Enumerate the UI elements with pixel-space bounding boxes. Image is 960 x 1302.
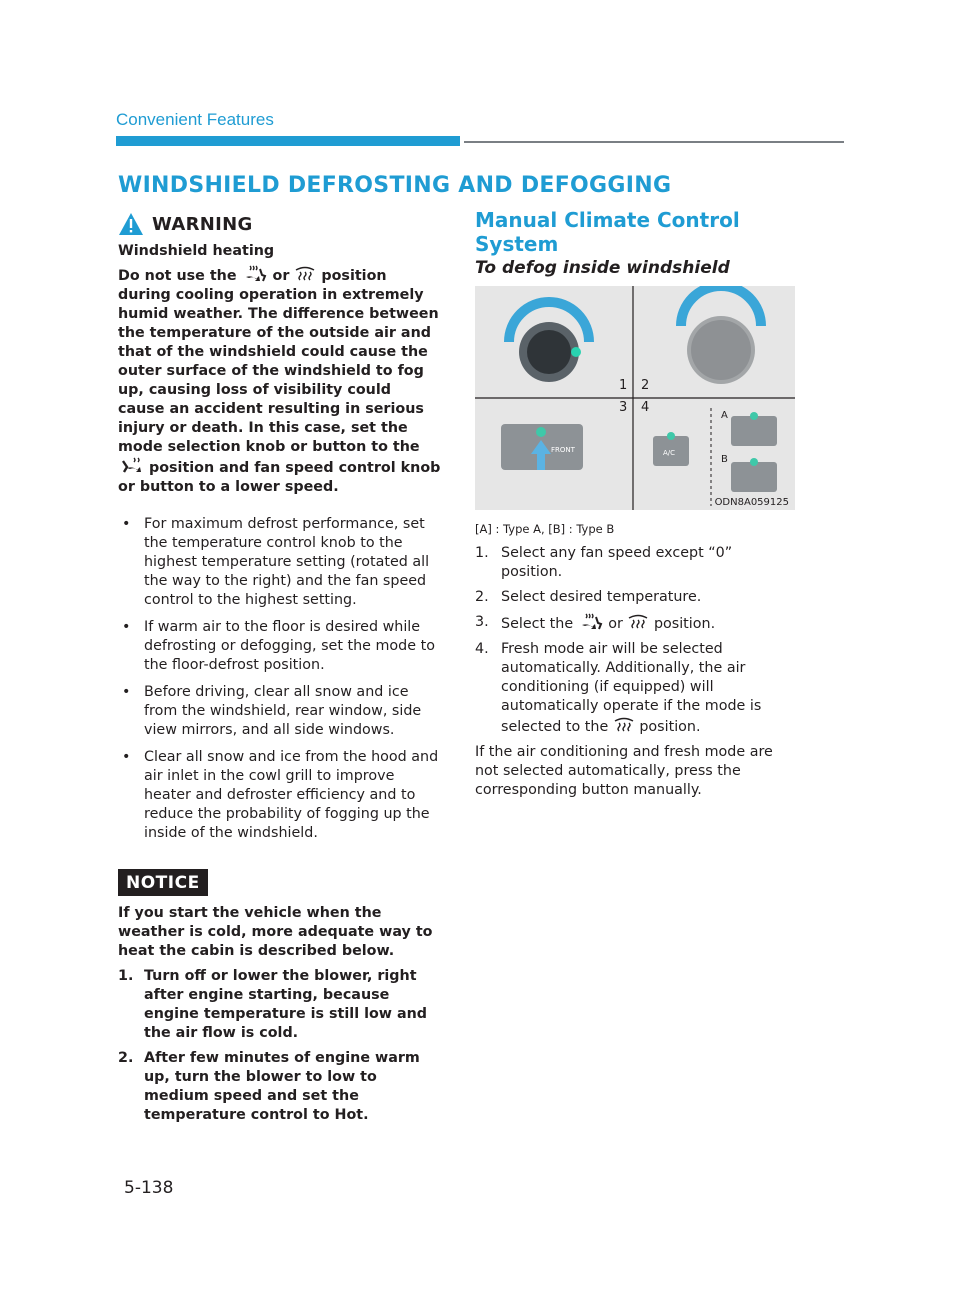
front-button-label: FRONT <box>551 446 575 454</box>
list-item: 2. After few minutes of engine warm up, turn the blower to low to medium speed and set the temperature control to Hot. <box>118 1050 420 1123</box>
notice-intro: If you start the vehicle when the weather is cold, more adequate way to heat the cabin is described below. <box>118 905 433 959</box>
warning-text-a: Do not use the <box>118 268 237 284</box>
right-column <box>475 208 797 800</box>
list-item: • Before driving, clear all snow and ice from the windshield, rear window, side view mirrors, and all side windows. <box>122 684 422 738</box>
figure-label-2: 2 <box>641 378 650 393</box>
procedure-steps <box>475 544 797 737</box>
notice-label: NOTICE <box>118 869 208 896</box>
figure-label-3: 3 <box>619 400 628 415</box>
warning-text-or: or <box>272 268 290 284</box>
defrost-icon <box>613 716 635 734</box>
floor-defrost-icon <box>242 265 268 283</box>
list-item: 2. Select desired temperature. <box>475 589 702 605</box>
warning-subtitle: Windshield heating <box>118 243 275 259</box>
notice-steps <box>118 967 442 1125</box>
warning-header <box>118 212 442 236</box>
tips-list <box>118 515 442 843</box>
defrost-icon <box>294 265 316 283</box>
warning-text-b: position during cooling operation in extremely humid weather. The difference between the temperature of the outside air and that of the windshield could cause the outer surface of the windshield to fog up, causing loss of visibility could cause an accident resulting in serious injury or death. In this case, set the mode selection knob or button to the <box>118 268 439 455</box>
list-item: 1. Turn off or lower the blower, right after engine starting, because engine temperature is still low and the air flow is cold. <box>118 968 428 1041</box>
list-item: • If warm air to the floor is desired while defrosting or defogging, set the mode to the floor-defrost position. <box>122 619 435 673</box>
figure-code: ODN8A059125 <box>714 497 789 508</box>
page-title: WINDSHIELD DEFROSTING AND DEFOGGING <box>118 173 672 198</box>
figure-illustration <box>475 286 795 510</box>
figure-label-a: A <box>721 410 728 421</box>
left-column <box>118 212 442 1131</box>
closing-paragraph: If the air conditioning and fresh mode are not selected automatically, press the corresponding button manually. <box>475 744 773 798</box>
climate-control-figure <box>475 286 795 510</box>
ac-button-label: A/C <box>663 449 676 457</box>
list-item: 1. Select any fan speed except “0” position. <box>475 545 733 580</box>
floor-defrost-icon <box>578 613 604 631</box>
figure-caption: [A] : Type A, [B] : Type B <box>475 522 615 536</box>
page-number: 5-138 <box>124 1178 174 1198</box>
header-rule <box>464 141 844 143</box>
list-item: 4. Fresh mode air will be selected automatically. Additionally, the air conditioning (if equipped) will automatically operate if the mode is selected to the position. <box>475 641 762 735</box>
figure-label-b: B <box>721 454 728 465</box>
warning-triangle-icon <box>118 212 144 236</box>
list-item: • Clear all snow and ice from the hood and air inlet in the cowl grill to improve heater and defroster efficiency and to reduce the probability of fogging up the inside of the windshield. <box>122 749 439 841</box>
list-item: • For maximum defrost performance, set the temperature control knob to the highest temperature setting (rotated all the way to the right) and the fan speed control to the highest setting. <box>122 516 430 608</box>
defrost-icon <box>627 613 649 631</box>
header-accent-bar <box>116 136 460 146</box>
figure-label-4: 4 <box>641 400 650 415</box>
header-section-title: Convenient Features <box>116 110 274 129</box>
section-heading: Manual Climate Control System <box>475 208 740 256</box>
floor-defrost-icon <box>118 457 144 475</box>
warning-label: WARNING <box>152 213 253 235</box>
warning-text-c: position and fan speed control knob or button to a lower speed. <box>118 460 441 495</box>
list-item: 3. Select the or position. <box>475 614 716 632</box>
warning-paragraph <box>118 265 442 497</box>
figure-label-1: 1 <box>619 378 628 393</box>
section-subheading: To defog inside windshield <box>475 258 730 278</box>
